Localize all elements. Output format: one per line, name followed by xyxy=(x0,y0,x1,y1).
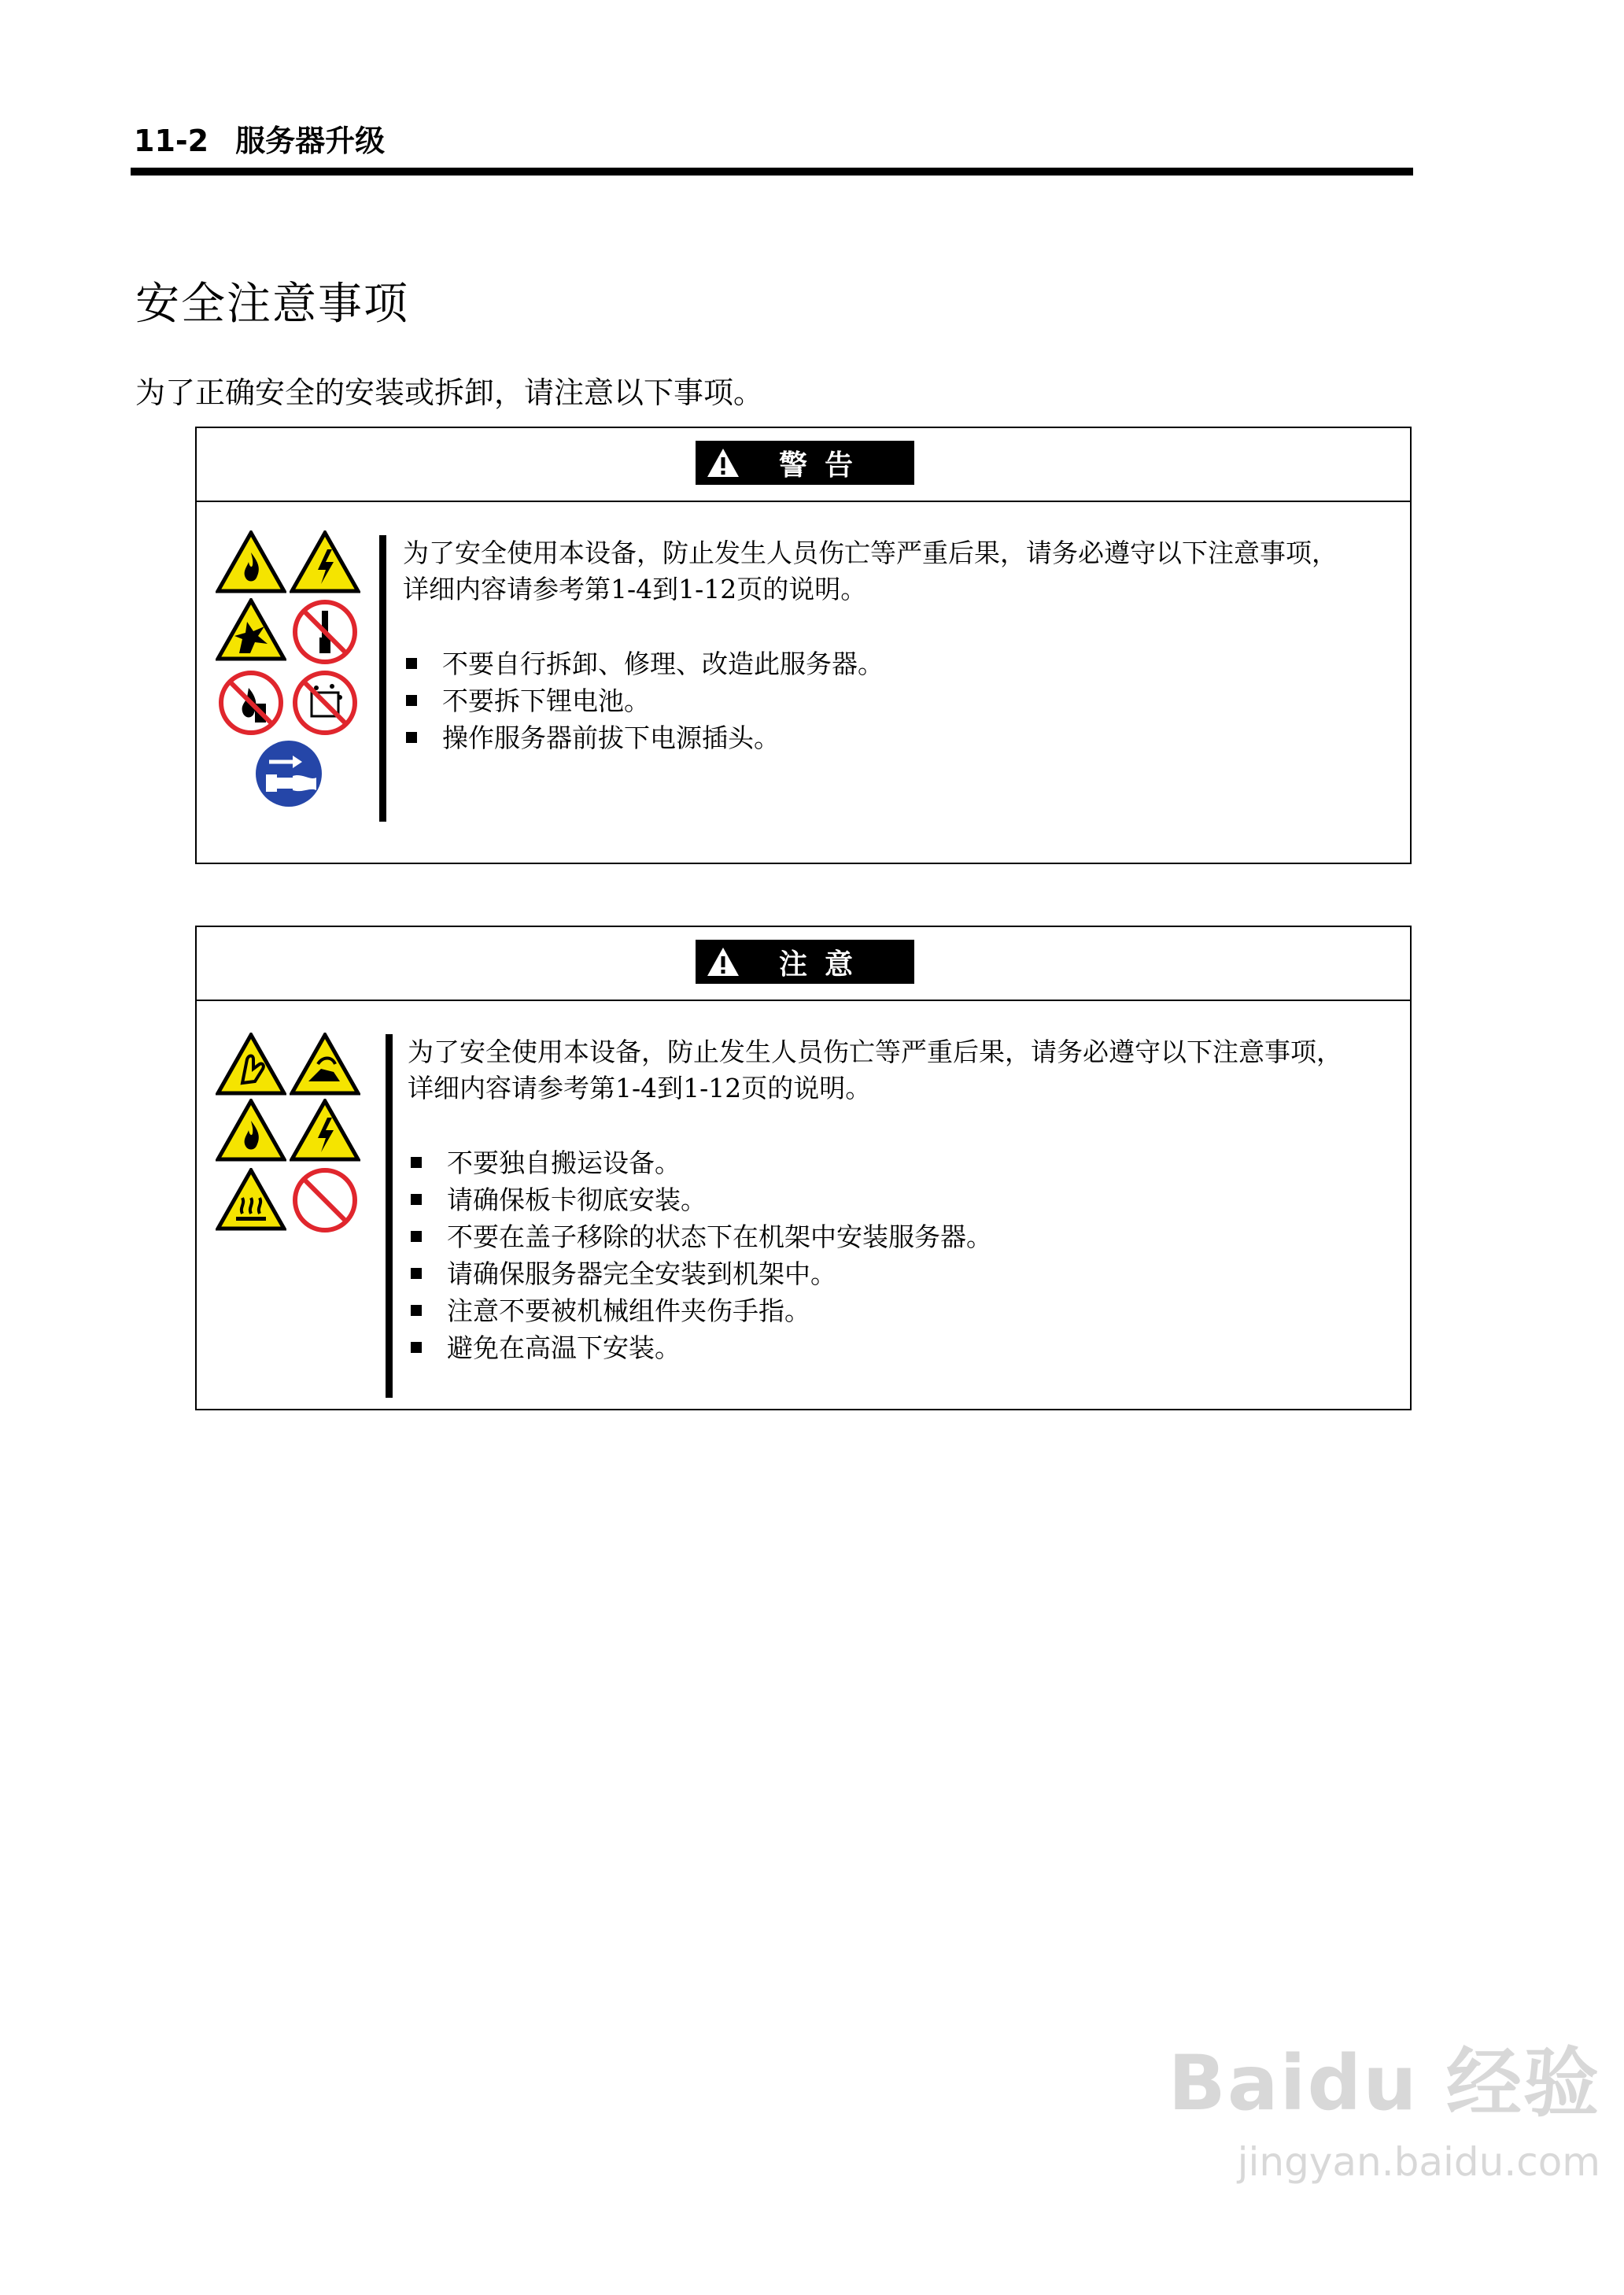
warning-title-row xyxy=(197,428,1410,502)
no-touch-icon xyxy=(291,669,359,740)
unplug-power-icon xyxy=(253,738,324,812)
finger-pinch-warning-icon xyxy=(290,1033,360,1099)
warning-box xyxy=(195,427,1412,864)
list-item: 不要独自搬运设备。 xyxy=(408,1144,1402,1181)
hot-surface-warning-icon xyxy=(216,1168,286,1234)
explosion-warning-icon xyxy=(216,598,286,664)
list-item: 请确保板卡彻底安装。 xyxy=(408,1181,1402,1218)
warning-paragraph-line1: 为了安全使用本设备，防止发生人员伤亡等严重后果，请务必遵守以下注意事项， xyxy=(403,538,1338,568)
bullet-square-icon xyxy=(411,1194,422,1205)
bullet-square-icon xyxy=(406,732,417,743)
caution-paragraph-line1: 为了安全使用本设备，防止发生人员伤亡等严重后果，请务必遵守以下注意事项， xyxy=(408,1037,1342,1067)
list-item: 请确保服务器完全安装到机架中。 xyxy=(408,1255,1402,1292)
warning-list xyxy=(403,645,1402,756)
list-item: 不要拆下锂电池。 xyxy=(403,682,1402,719)
page-number: 11-2 xyxy=(134,124,209,158)
fire-warning-icon xyxy=(216,1099,286,1165)
list-item: 避免在高温下安装。 xyxy=(408,1329,1402,1366)
bullet-square-icon xyxy=(411,1268,422,1279)
bullet-square-icon xyxy=(411,1231,422,1242)
caution-text xyxy=(408,1034,1402,1366)
baidu-watermark xyxy=(1168,2023,1600,2185)
section-title: 安全注意事项 xyxy=(135,279,409,330)
watermark-url: jingyan.baidu.com xyxy=(1237,2139,1600,2185)
caution-banner xyxy=(696,940,914,984)
warning-banner-label: 警告 xyxy=(778,449,870,482)
bullet-square-icon xyxy=(406,695,417,706)
caution-title-row xyxy=(197,927,1410,1001)
header-rule xyxy=(131,168,1413,176)
caution-banner-label: 注意 xyxy=(778,948,870,981)
bullet-square-icon xyxy=(411,1157,422,1168)
bullet-square-icon xyxy=(411,1342,422,1353)
warning-text xyxy=(403,535,1402,756)
list-item: 不要自行拆卸、修理、改造此服务器。 xyxy=(403,645,1402,682)
electric-shock-warning-icon xyxy=(290,1099,360,1165)
no-disassembly-icon xyxy=(291,598,359,669)
warning-banner xyxy=(696,441,914,485)
bullet-square-icon xyxy=(406,658,417,669)
caution-list xyxy=(408,1144,1402,1366)
alert-triangle-icon xyxy=(696,940,751,984)
watermark-brand: Baidu 经验 xyxy=(1168,2039,1600,2127)
prohibited-icon xyxy=(291,1166,359,1237)
caution-box xyxy=(195,926,1412,1410)
fire-warning-icon xyxy=(216,530,286,597)
warning-paragraph-line2: 详细内容请参考第1-4到1-12页的说明。 xyxy=(403,574,867,604)
list-item: 注意不要被机械组件夹伤手指。 xyxy=(408,1292,1402,1329)
no-fire-icon xyxy=(217,669,285,740)
caution-paragraph-line2: 详细内容请参考第1-4到1-12页的说明。 xyxy=(408,1073,872,1103)
caution-divider xyxy=(386,1034,393,1398)
list-item: 操作服务器前拔下电源插头。 xyxy=(403,719,1402,756)
finger-cut-warning-icon xyxy=(216,1033,286,1099)
intro-text: 为了正确安全的安装或拆卸，请注意以下事项。 xyxy=(135,375,764,410)
bullet-square-icon xyxy=(411,1305,422,1316)
page-header xyxy=(134,116,385,160)
list-item: 不要在盖子移除的状态下在机架中安装服务器。 xyxy=(408,1218,1402,1255)
alert-triangle-icon xyxy=(696,441,751,485)
electric-shock-warning-icon xyxy=(290,530,360,597)
chapter-title: 服务器升级 xyxy=(235,124,386,158)
warning-divider xyxy=(379,535,386,822)
